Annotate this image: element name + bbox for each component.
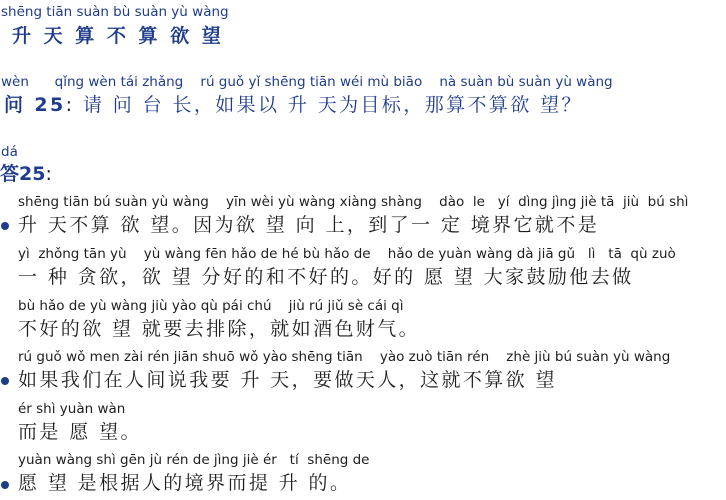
question-line: [4, 93, 583, 117]
p2-line2-pinyin: ér shì yuàn wàn: [18, 401, 126, 417]
p1-line2-text: 一 种 贪欲，欲 望 分好的和不好的。好的 愿 望 大家鼓励他去做: [18, 266, 634, 288]
question-label: 问 25: [4, 94, 66, 116]
p2-line2-text: 而是 愿 望。: [18, 421, 142, 443]
p1-line3-text: 不好的欲 望 就要去排除，就如酒色财气。: [18, 318, 421, 340]
p1-line1-pinyin: shēng tiān bú suàn yù wàng yīn wèi yù wàng xiàng shàng dào le yí dìng jìng jiè tā jiù bú shì: [18, 194, 689, 210]
question-text: 请 问 台 长，如果以 升 天为目标，那算不算欲 望？: [82, 94, 583, 116]
answer-pinyin: dá: [1, 144, 18, 160]
answer-colon: :: [45, 163, 52, 185]
p2-line1-text: 如果我们在人间说我要 升 天，要做天人，这就不算欲 望: [18, 369, 557, 391]
answer-label: 答25: [0, 163, 46, 185]
p1-line3-pinyin: bù hǎo de yù wàng jiù yào qù pái chú jiù rú jiǔ sè cái qì: [18, 298, 404, 314]
bullet-3: [1, 481, 9, 489]
p1-line1-text: 升 天不算 欲 望。因为欲 望 向 上，到了一 定 境界它就不是: [18, 214, 600, 236]
bullet-1: [1, 222, 9, 230]
page-title: 升 天 算 不 算 欲 望: [12, 25, 224, 47]
answer-heading: [0, 162, 52, 186]
question-pinyin: wèn qǐng wèn tái zhǎng rú guǒ yǐ shēng tiān wéi mù biāo nà suàn bù suàn yù wàng: [1, 74, 613, 90]
p3-line1-text: 愿 望 是根据人的境界而提 升 的。: [18, 472, 352, 494]
title-pinyin: shēng tiān suàn bù suàn yù wàng: [1, 4, 229, 20]
p1-line2-pinyin: yì zhǒng tān yù yù wàng fēn hǎo de hé bù hǎo de hǎo de yuàn wàng dà jiā gǔ lì tā qù zuò: [18, 246, 676, 262]
p2-line1-pinyin: rú guǒ wǒ men zài rén jiān shuō wǒ yào shēng tiān yào zuò tiān rén zhè jiù bú suàn yù wàng: [18, 349, 671, 365]
p3-line1-pinyin: yuàn wàng shì gēn jù rén de jìng jiè ér tí shēng de: [18, 452, 370, 468]
question-colon: :: [65, 94, 75, 116]
bullet-2: [1, 377, 9, 385]
